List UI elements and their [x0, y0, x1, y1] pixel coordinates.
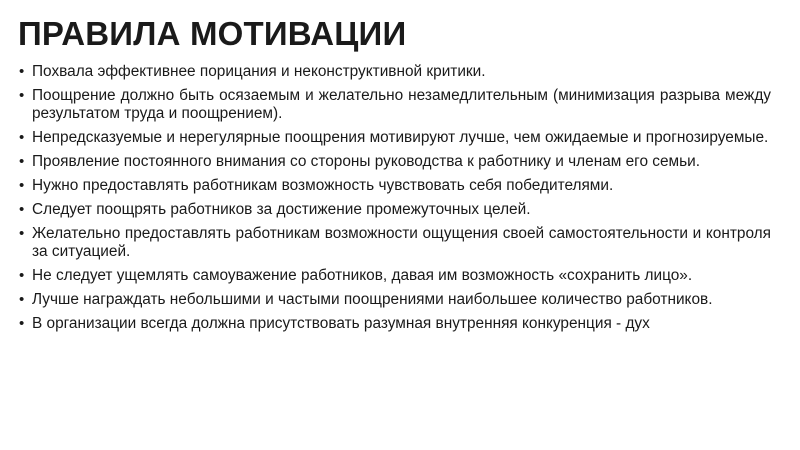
- bullet-icon: •: [19, 291, 25, 308]
- bullet-text: Проявление постоянного внимания со стороны руководства к работнику и членам его семьи.: [32, 153, 701, 170]
- bullet-text: Похвала эффективнее порицания и неконструктивной критики.: [32, 63, 486, 80]
- bullet-list: [19, 63, 771, 339]
- bullet-text: Поощрение должно быть осязаемым и желательно незамедлительным (минимизация разрыва между результатом труда и поощрением).: [32, 87, 771, 122]
- bullet-icon: •: [19, 315, 25, 332]
- bullet-item: [19, 87, 771, 123]
- bullet-item: [19, 201, 771, 219]
- bullet-text: Не следует ущемлять самоуважение работников, давая им возможность «сохранить лицо».: [32, 267, 693, 284]
- bullet-item: [19, 315, 771, 333]
- bullet-icon: •: [19, 87, 25, 104]
- bullet-icon: •: [19, 177, 25, 194]
- bullet-icon: •: [19, 63, 25, 80]
- bullet-item: [19, 291, 771, 309]
- bullet-item: [19, 267, 771, 285]
- bullet-item: [19, 153, 771, 171]
- bullet-icon: •: [19, 153, 25, 170]
- slide-title: ПРАВИЛА МОТИВАЦИИ: [18, 15, 407, 52]
- bullet-icon: •: [19, 267, 25, 284]
- bullet-text: Лучше награждать небольшими и частыми поощрениями наибольшее количество работников.: [32, 291, 713, 308]
- bullet-icon: •: [19, 129, 25, 146]
- bullet-item: [19, 177, 771, 195]
- bullet-text: Непредсказуемые и нерегулярные поощрения мотивируют лучше, чем ожидаемые и прогнозируемые.: [32, 129, 769, 146]
- bullet-icon: •: [19, 225, 25, 242]
- bullet-item: [19, 129, 771, 147]
- bullet-item: [19, 63, 771, 81]
- bullet-item: [19, 225, 771, 261]
- bullet-text: Желательно предоставлять работникам возможности ощущения своей самостоятельности и контроля за ситуацией.: [32, 225, 771, 260]
- bullet-text: Нужно предоставлять работникам возможность чувствовать себя победителями.: [32, 177, 614, 194]
- bullet-text: В организации всегда должна присутствовать разумная внутренняя конкуренция - дух: [32, 315, 650, 332]
- bullet-icon: •: [19, 201, 25, 218]
- bullet-text: Следует поощрять работников за достижение промежуточных целей.: [32, 201, 531, 218]
